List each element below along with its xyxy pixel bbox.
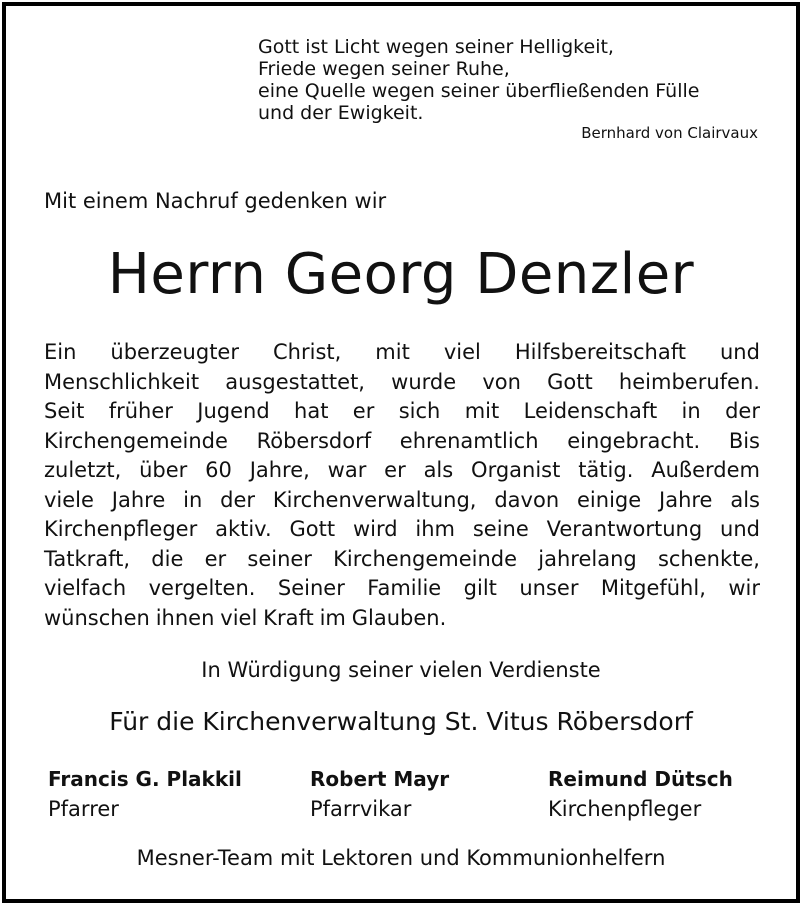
quote-attribution: Bernhard von Clairvaux	[581, 124, 758, 142]
quote-line: eine Quelle wegen seiner überfließenden Fülle	[258, 80, 700, 102]
eulogy-line: vielfach vergelten. Seiner Familie gilt unser Mitgefühl, wir	[44, 576, 760, 600]
eulogy-line: Ein überzeugter Christ, mit viel Hilfsbereitschaft und	[44, 340, 760, 364]
signatory-name: Robert Mayr	[310, 767, 450, 791]
eulogy-line: wünschen ihnen viel Kraft im Glauben.	[44, 605, 447, 630]
quote-line: und der Ewigkeit.	[258, 102, 424, 124]
quote-block	[258, 36, 768, 124]
eulogy-line: Seit früher Jugend hat er sich mit Leidenschaft in der	[44, 399, 760, 423]
signatory	[548, 764, 733, 824]
signatory-role: Pfarrer	[48, 797, 119, 821]
signatory	[310, 764, 449, 824]
eulogy-line: Kirchengemeinde Röbersdorf ehrenamtlich eingebracht. Bis	[44, 428, 760, 453]
eulogy-text	[44, 338, 760, 633]
eulogy-line: viele Jahre in der Kirchenverwaltung, davon einige Jahre als	[44, 487, 760, 512]
signatory-name: Francis G. Plakkil	[48, 767, 242, 791]
team-line: Mesner-Team mit Lektoren und Kommunionhelfern	[136, 846, 666, 870]
intro-text: Mit einem Nachruf gedenken wir	[44, 189, 387, 213]
signatory-name: Reimund Dütsch	[548, 767, 733, 791]
quote-line: Gott ist Licht wegen seiner Helligkeit,	[258, 36, 614, 58]
eulogy-line: Tatkraft, die er seiner Kirchengemeinde jahrelang schenkte,	[44, 546, 760, 571]
eulogy-line: Menschlichkeit ausgestattet, wurde von Gott heimberufen.	[44, 369, 760, 394]
signatory	[48, 764, 242, 824]
tribute-line: In Würdigung seiner vielen Verdienste	[201, 658, 601, 682]
eulogy-line: zuletzt, über 60 Jahre, war er als Organist tätig. Außerdem	[44, 458, 760, 482]
deceased-name: Herrn Georg Denzler	[107, 242, 695, 307]
signatory-role: Kirchenpfleger	[548, 797, 702, 821]
organization-line: Für die Kirchenverwaltung St. Vitus Röbersdorf	[109, 707, 693, 736]
signatory-role: Pfarrvikar	[310, 797, 412, 821]
eulogy-line: Kirchenpfleger aktiv. Gott wird ihm seine Verantwortung und	[44, 517, 760, 541]
obituary-notice	[2, 2, 800, 903]
quote-line: Friede wegen seiner Ruhe,	[258, 58, 510, 80]
